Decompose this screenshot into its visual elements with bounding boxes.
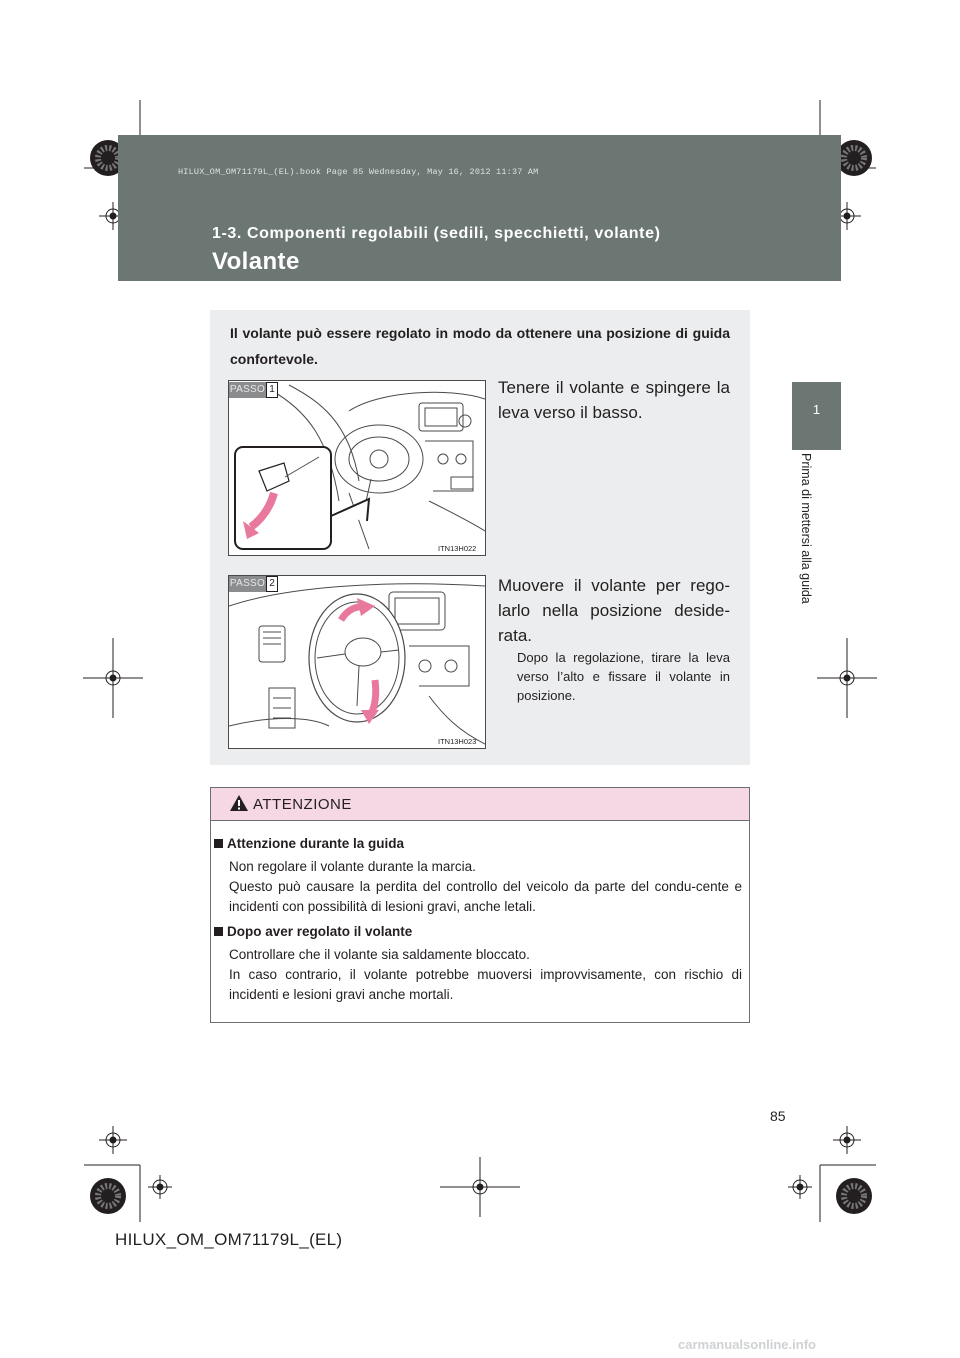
section-title: 1-3. Componenti regolabili (sedili, specchietti, volante)	[212, 225, 661, 242]
figure-step-2	[228, 575, 486, 749]
steering-wheel-adjust-illustration	[229, 576, 485, 748]
step-tag-prefix: PASSO	[229, 576, 266, 592]
caution-heading-1-text: Attenzione durante la guida	[227, 836, 405, 851]
step-1-tag	[229, 382, 278, 398]
step-tag-prefix: PASSO	[229, 382, 266, 398]
step-2-note: Dopo la regolazione, tirare la leva verso l’alto e fissare il volante in posizione.	[517, 650, 730, 703]
step-tag-number: 2	[266, 576, 278, 592]
caution-heading-2-text: Dopo aver regolato il volante	[227, 924, 413, 939]
book-stamp: HILUX_OM_OM71179L_(EL).book Page 85 Wednesday, May 16, 2012 11:37 AM	[178, 167, 539, 177]
caution-heading-1	[214, 836, 404, 851]
step-2-tag	[229, 576, 278, 592]
chapter-label-text: Prima di mettersi alla guida	[799, 453, 813, 604]
bullet-square-icon	[214, 839, 223, 848]
step-1-text: Tenere il volante e spingere la leva verso il basso.	[498, 378, 730, 422]
caution-heading-2	[214, 924, 412, 939]
step-2-text: Muovere il volante per rego-larlo nella posizione deside-rata.	[498, 576, 730, 645]
warning-triangle-icon	[229, 794, 249, 817]
intro-text: Il volante può essere regolato in modo da ottenere una posizione di guida confortevole.	[230, 325, 730, 367]
step-tag-number: 1	[266, 382, 278, 398]
chapter-number: 1	[812, 402, 821, 417]
caution-title: ATTENZIONE	[253, 796, 352, 813]
dashboard-lever-illustration	[229, 381, 485, 555]
watermark: carmanualsonline.info	[678, 1337, 816, 1352]
figure-code: ITN13H023	[438, 737, 477, 746]
page-title: Volante	[212, 248, 300, 275]
document-code: HILUX_OM_OM71179L_(EL)	[115, 1230, 343, 1249]
chapter-label	[795, 453, 815, 635]
figure-step-1	[228, 380, 486, 556]
caution-line-2a: Controllare che il volante sia saldamente bloccato.	[229, 947, 530, 962]
figure-code: ITN13H022	[438, 544, 477, 553]
caution-line-2b: In caso contrario, il volante potrebbe muoversi improvvisamente, con rischio di incidenti e lesioni gravi anche mortali.	[229, 967, 742, 1002]
page-number: 85	[770, 1108, 786, 1124]
caution-line-1a: Non regolare il volante durante la marcia.	[229, 859, 476, 874]
bullet-square-icon	[214, 927, 223, 936]
caution-line-1b: Questo può causare la perdita del controllo del veicolo da parte del condu-cente e incidenti con possibilità di lesioni gravi, anche letali.	[229, 879, 742, 914]
